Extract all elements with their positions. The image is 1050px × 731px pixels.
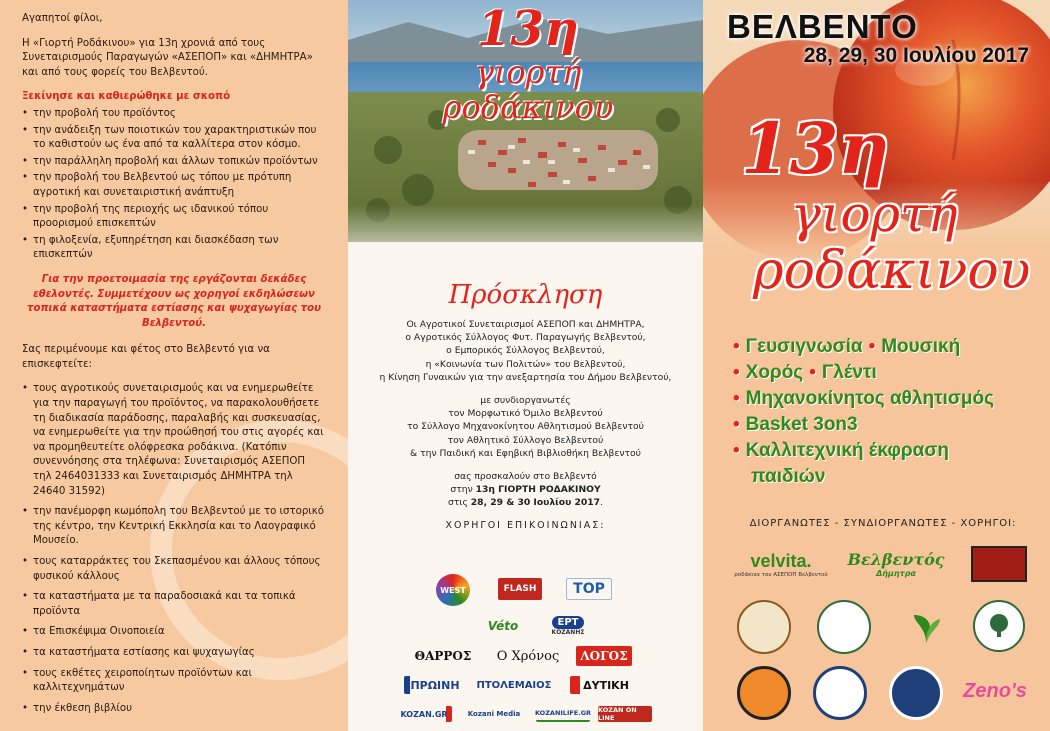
title-line-3: ροδάκινου (753, 241, 1031, 301)
list-item: • την προβολή της περιοχής ως ιδανικού τόπου προορισμού επισκεπτών (22, 203, 326, 232)
velvita-logo (733, 544, 829, 584)
title-line-2: γιορτή (791, 185, 958, 243)
right-festival-title (731, 107, 1041, 301)
list-item: • την ανάδειξη των ποιοτικών του χαρακτηριστικών που το καθιστούν ως ένα από τα καλλίτερα στον κόσμο. (22, 124, 326, 153)
proini-logo: ΠΡΩΙΝΗ (404, 676, 460, 694)
tree-club-logo (973, 600, 1025, 652)
coorganizer-line: το Σύλλογο Μηχανοκίνητου Αθλητισμού Βελβεντού (407, 421, 644, 433)
event-item: Basket 3on3 (745, 414, 858, 435)
list-item: • τη φιλοξενία, εξυπηρέτηση και διασκέδαση των επισκεπτών (22, 234, 326, 263)
invite-text: στην (450, 484, 476, 496)
festival-name: 13η ΓΙΟΡΤΗ ΡΟΔΑΚΙΝΟΥ (475, 484, 601, 496)
event-row (733, 464, 1043, 490)
chronos-logo: Ο Χρόνος (496, 648, 560, 664)
right-panel (703, 0, 1050, 731)
event-row (733, 438, 1043, 464)
event-item: Χορός (745, 362, 804, 383)
event-item: Μουσική (881, 336, 961, 357)
title-line-2: γιορτή (474, 53, 582, 91)
flash-logo: FLASH (498, 578, 542, 600)
library-logo (889, 666, 943, 720)
event-item: Γευσιγνωσία (745, 336, 863, 357)
organizer-line: ο Εμπορικός Σύλλογος Βελβεντού, (446, 345, 605, 357)
list-item: • την έκθεση βιβλίου (22, 702, 326, 717)
list-item: • τους καταρράκτες του Σκεπασμένου και άλλους τόπους φυσικού κάλλους (22, 555, 326, 584)
festival-dates-header: 28, 29, 30 Ιουλίου 2017 (803, 44, 1029, 67)
velvita-text: velvita. (750, 550, 812, 571)
media-sponsors (398, 570, 658, 730)
media-sponsors-label: ΧΟΡΗΓΟΙ ΕΠΙΚΟΙΝΩΝΙΑΣ: (445, 519, 606, 531)
title-number: 13η (741, 107, 890, 190)
middle-festival-title (408, 1, 648, 126)
list-item: • τους εκθέτες χειροποίητων προϊόντων και καλλιτεχνημάτων (22, 667, 326, 696)
list-item: • τα Επισκέψιμα Οινοποιεία (22, 625, 326, 640)
organizer-line: Οι Αγροτικοί Συνεταιρισμοί ΑΣΕΠΟΠ και ΔΗΜΗΤΡΑ, (406, 319, 645, 330)
left-panel (0, 0, 348, 731)
dimitra-text: Βελβεντός (847, 550, 945, 569)
event-row (733, 386, 1043, 412)
agricultural-association-logo (971, 546, 1027, 582)
list-item: • την παράλληλη προβολή και άλλων τοπικών προϊόντων (22, 155, 326, 170)
invite-line: σας προσκαλούν στο Βελβεντό (454, 471, 597, 483)
event-row (733, 360, 1043, 386)
event-item: Καλλιτεχνική έκφραση (745, 440, 949, 461)
aim-heading: Ξεκίνησε και καθιερώθηκε με σκοπό (22, 91, 231, 103)
coorganizer-line: τον Μορφωτικό Όμιλο Βελβεντού (448, 408, 603, 420)
middle-panel (348, 0, 703, 731)
organizer-line: ο Αγροτικός Σύλλογος Φυτ. Παραγωγής Βελβεντού, (405, 332, 646, 344)
volunteers-note: Για την προετοιμασία της εργάζονται δεκάδες εθελοντές. Συμμετέχουν ως χορηγοί εκδηλώσεων τοπικά καταστήματα εστίασης και ψυχαγωγίας του Βελβεντού. (26, 273, 322, 329)
bullet-icon: • (733, 440, 740, 461)
ert-logo (548, 612, 588, 640)
title-number: 13η (477, 1, 579, 57)
civil-society-logo (817, 600, 871, 654)
invite-line (348, 483, 703, 496)
logos-logo: ΛΟΓΟΣ (576, 646, 632, 666)
event-item: παιδιών (751, 466, 826, 487)
kozan-logo: KOZAN.GR (402, 706, 452, 722)
visits-list (22, 382, 326, 716)
intro-text: Η «Γιορτή Ροδάκινου» για 13η χρονιά από τους Συνεταιρισμούς Παραγωγών «ΑΣΕΠΟΠ» και «ΔΗΜΗΤΡΑ» και από τους φορείς του Βελβεντού. (22, 37, 313, 78)
kozanonline-logo: KOZAN ON LINE (598, 706, 652, 722)
dimitra-logo (841, 544, 951, 584)
organizers-label: ΔΙΟΡΓΑΝΩΤΕΣ - ΣΥΝΔΙΟΡΓΑΝΩΤΕΣ - ΧΟΡΗΓΟΙ: (749, 518, 1017, 529)
west-logo: WEST (436, 574, 470, 606)
bullet-icon: • (809, 362, 816, 383)
ert-subtext: ΚΟΖΑΝΗΣ (551, 629, 585, 636)
invitation-title: Πρόσκληση (448, 280, 603, 310)
event-item: Μηχανοκίνητος αθλητισμός (745, 388, 994, 409)
zenos-logo: Zeno's (963, 679, 1027, 702)
list-item: • την προβολή του προϊόντος (22, 107, 326, 122)
event-row (733, 334, 1043, 360)
bullet-icon: • (868, 336, 876, 357)
coorganizers-block (348, 394, 703, 460)
list-item: • τα καταστήματα εστίασης και ψυχαγωγίας (22, 646, 326, 661)
events-list (733, 334, 1043, 490)
veto-logo: Véto (487, 619, 519, 633)
event-item: Γλέντι (821, 362, 877, 383)
invite-text: . (600, 497, 603, 509)
coorganizer-line: & την Παιδική και Εφηβική Βιβλιοθήκη Βελβεντού (410, 447, 641, 459)
list-item: • τους αγροτικούς συνεταιρισμούς και να ενημερωθείτε για την παραγωγή του προϊόντος, να παρακολουθήσετε τη διαδικασία παράδοσης, παραλαβής και συσκευασίας, να ενημερωθείτε για την προώθησή του στις αγορές και να προμηθευτείτε ολόφρεσκα ροδάκινα. (Κατόπιν συνεννόησης στα τηλέφωνα: Συνεταιρισμός ΑΣΕΠΟΠ τηλ 2464031333 και Συνεταιρισμός ΔΗΜΗΤΡΑ τηλ 24640 31592) (22, 382, 326, 499)
tharros-logo: ΘΑΡΡΟΣ (414, 649, 472, 663)
bullet-icon: • (733, 388, 740, 409)
kozani-media-logo: Kozani Media (467, 710, 521, 718)
list-item: • την πανέμορφη κωμόπολη του Βελβεντού με το ιστορικό της κέντρο, την Κεντρική Εκκλησία και το Λαογραφικό Μουσείο. (22, 505, 326, 549)
aims-list (22, 107, 326, 263)
festival-dates: 28, 29 & 30 Ιουλίου 2017 (470, 497, 601, 509)
bullet-icon: • (733, 336, 740, 357)
organizer-line: η «Κοινωνία των Πολιτών» του Βελβεντού, (425, 358, 626, 370)
leaf-icon (906, 607, 946, 647)
invitation (348, 270, 703, 531)
bullet-icon: • (733, 414, 740, 435)
ptolemaios-logo: ΠΤΟΛΕΜΑΙΟΣ (476, 679, 552, 691)
event-row (733, 412, 1043, 438)
womens-movement-logo (899, 600, 953, 654)
expect-text: Σας περιμένουμε και φέτος στο Βελβεντό για να επισκεφτείτε: (22, 344, 270, 370)
coorganizer-line: με συνδιοργανωτές (480, 395, 571, 407)
invite-text: στις (448, 497, 471, 509)
coorganizer-line: τον Αθλητικό Σύλλογο Βελβεντού (447, 434, 604, 446)
organizer-line: η Κίνηση Γυναικών για την ανεξαρτησία του Δήμου Βελβεντού, (379, 371, 672, 383)
greeting: Αγαπητοί φίλοι, (22, 13, 103, 24)
dytiki-logo: ΔΥΤΙΚΗ (570, 676, 632, 694)
cultural-club-logo (737, 600, 791, 654)
motorsport-club-logo (737, 666, 791, 720)
invite-line (348, 496, 703, 509)
ert-text: ΕΡΤ (552, 616, 585, 629)
location-header (723, 8, 1043, 68)
tree-icon (984, 611, 1014, 641)
top-logo: TOP (566, 578, 612, 600)
dimitra-subtext: Δήμητρα (876, 569, 916, 578)
organizers-block (348, 318, 703, 384)
velvita-subtext: ροδάκινα του ΑΣΕΠΟΠ Βελβεντού (734, 571, 828, 578)
athletic-club-logo (813, 666, 867, 720)
city-name: ΒΕΛΒΕΝΤΟ (727, 8, 918, 45)
title-line-3: ροδάκινου (442, 88, 614, 126)
list-item: • τα καταστήματα με τα παραδοσιακά και τα τοπικά προϊόντα (22, 590, 326, 619)
kozanilife-logo: KOZANILIFE.GR (536, 706, 590, 722)
list-item: • την προβολή του Βελβεντού ως τόπου με πρότυπη αγροτική και συνεταιριστική ανάπτυξη (22, 171, 326, 200)
invite-details (348, 470, 703, 510)
bullet-icon: • (733, 362, 740, 383)
